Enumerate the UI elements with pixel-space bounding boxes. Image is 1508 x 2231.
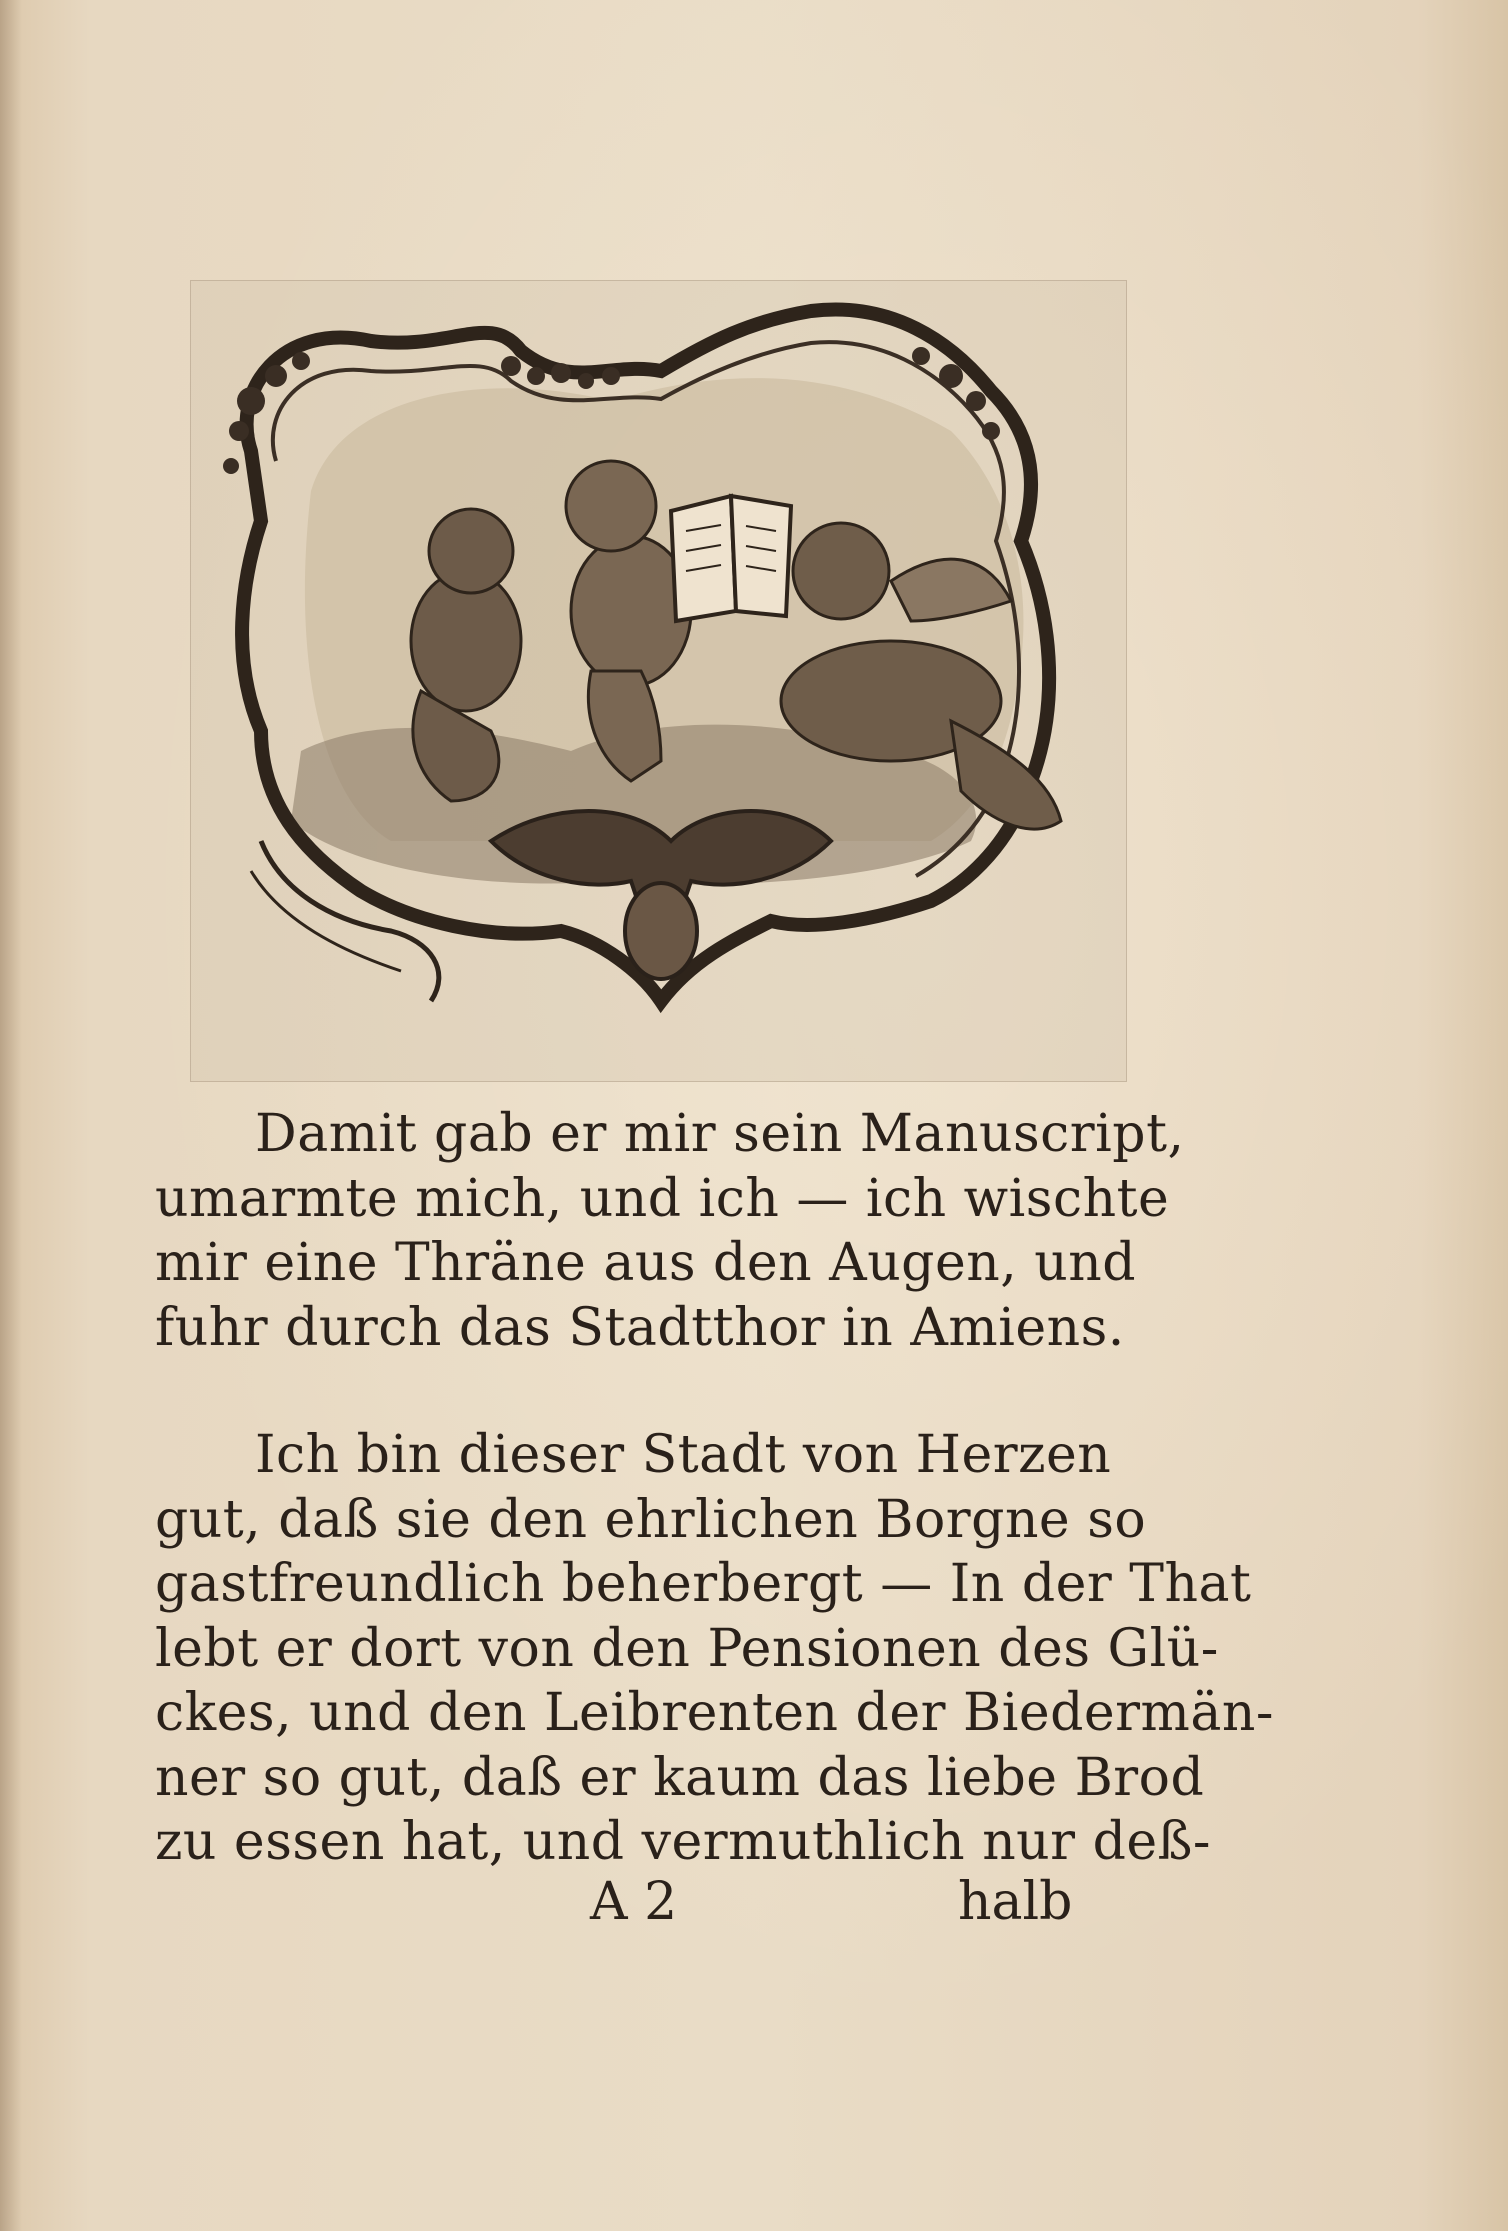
text-line: Ich bin dieser Stadt von Herzen bbox=[255, 1425, 1112, 1485]
text-line: gastfreundlich beherbergt — In der That bbox=[155, 1554, 1252, 1614]
text-line: umarmte mich, und ich — ich wischte bbox=[155, 1168, 1170, 1229]
text-line: ner so gut, daß er kaum das liebe Brod bbox=[155, 1747, 1205, 1808]
text-line: ckes, und den Leibrenten der Biedermän- bbox=[155, 1683, 1274, 1743]
signature-mark: A 2 bbox=[590, 1872, 678, 1932]
catchword: halb bbox=[958, 1872, 1073, 1932]
text-line: mir eine Thräne aus den Augen, und bbox=[155, 1233, 1137, 1293]
text-line: gut, daß sie den ehrlichen Borgne so bbox=[155, 1489, 1147, 1550]
text-line: zu essen hat, und vermuthlich nur deß- bbox=[155, 1812, 1211, 1872]
paragraph-2 bbox=[155, 1423, 1274, 1875]
page-footer bbox=[0, 1872, 1508, 1942]
text-line: lebt er dort von den Pensionen des Glü- bbox=[155, 1618, 1219, 1679]
text-line: fuhr durch das Stadtthor in Amiens. bbox=[155, 1297, 1125, 1358]
engraved-vignette bbox=[190, 280, 1127, 1082]
text-line: Damit gab er mir sein Manuscript, bbox=[255, 1104, 1185, 1164]
paragraph-1 bbox=[155, 1102, 1185, 1360]
cherubs-with-book-engraving-icon bbox=[191, 281, 1126, 1081]
